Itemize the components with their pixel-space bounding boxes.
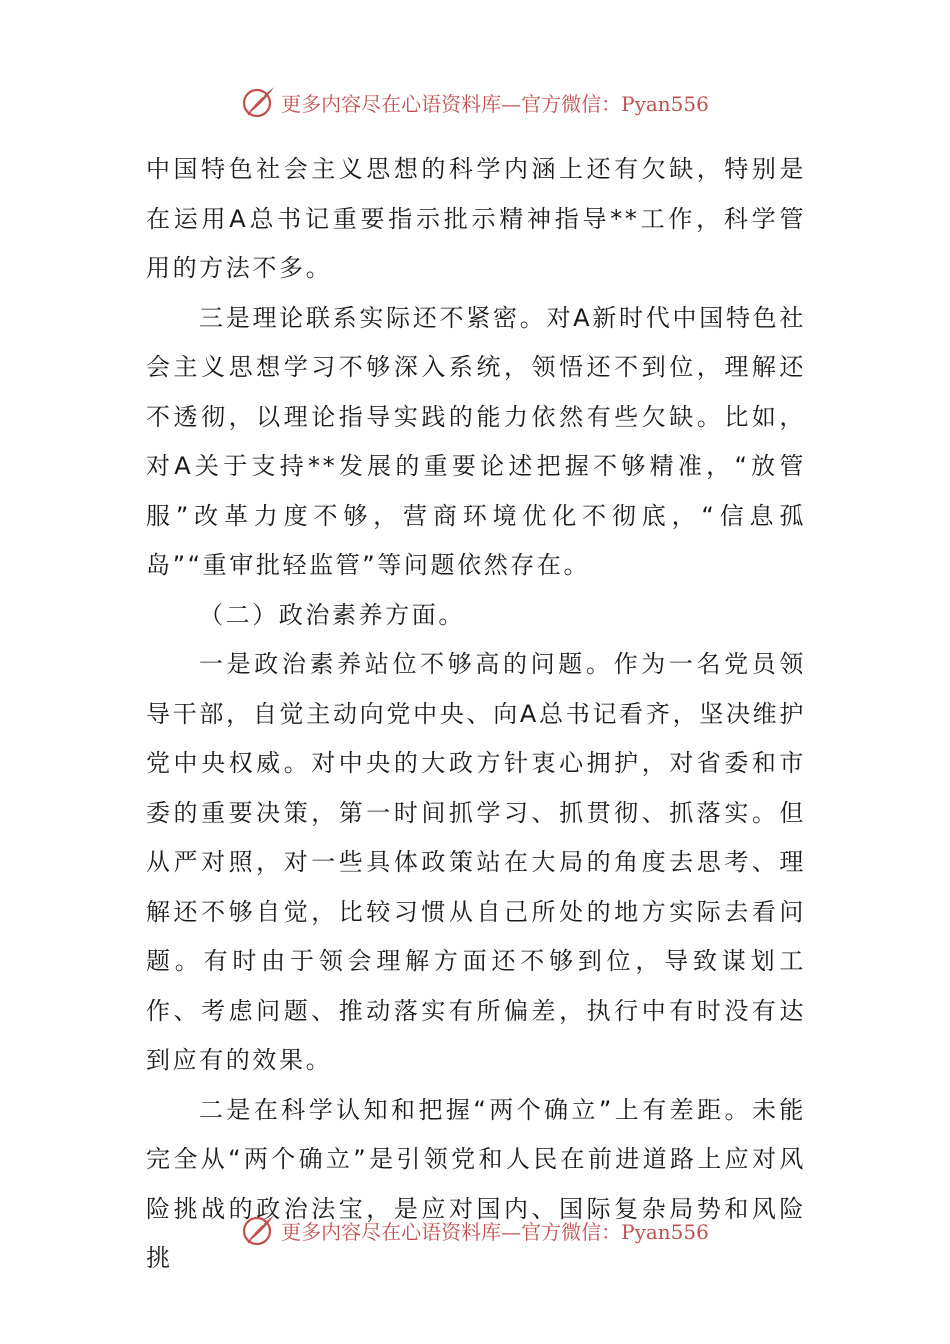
- document-body: [146, 145, 806, 1284]
- quill-pen-circle-icon: [241, 1212, 277, 1248]
- footer-banner: [0, 1210, 950, 1250]
- header-banner: [0, 82, 950, 122]
- paragraph-two-establishments: 二是在科学认知和把握“两个确立”上有差距。未能完全从“两个确立”是引领党和人民在前进道路上应对风险挑战的政治法宝，是应对国内、国际复杂局势和风险挑: [146, 1095, 806, 1272]
- paragraph-theory-practice: 三是理论联系实际还不紧密。对A新时代中国特色社会主义思想学习不够深入系统，领悟还不到位，理解还不透彻，以理论指导实践的能力依然有些欠缺。比如，对A关于支持**发展的重要论述把握不够精准，“放管服”改革力度不够，营商环境优化不彻底，“信息孤岛”“重审批轻监管”等问题依然存在。: [146, 303, 806, 579]
- paragraph-political-standing: 一是政治素养站位不够高的问题。作为一名党员领导干部，自觉主动向党中央、向A总书记看齐，坚决维护党中央权威。对中央的大政方针衷心拥护，对省委和市委的重要决策，第一时间抓学习、抓贯彻、抓落实。但从严对照，对一些具体政策站在大局的角度去思考、理解还不够自觉，比较习惯从自己所处的地方实际去看问题。有时由于领会理解方面还不够到位，导致谋划工作、考虑问题、推动落实有所偏差，执行中有时没有达到应有的效果。: [146, 650, 806, 1074]
- footer-banner-text: 更多内容尽在心语资料库—官方微信：Pyan556: [281, 1219, 709, 1244]
- section-heading-political-literacy: （二）政治素养方面。: [199, 600, 465, 629]
- header-banner-text: 更多内容尽在心语资料库—官方微信：Pyan556: [281, 91, 709, 116]
- quill-pen-circle-icon: [241, 84, 277, 120]
- paragraph-continuation: 中国特色社会主义思想的科学内涵上还有欠缺，特别是在运用A总书记重要指示批示精神指导**工作，科学管用的方法不多。: [146, 155, 806, 282]
